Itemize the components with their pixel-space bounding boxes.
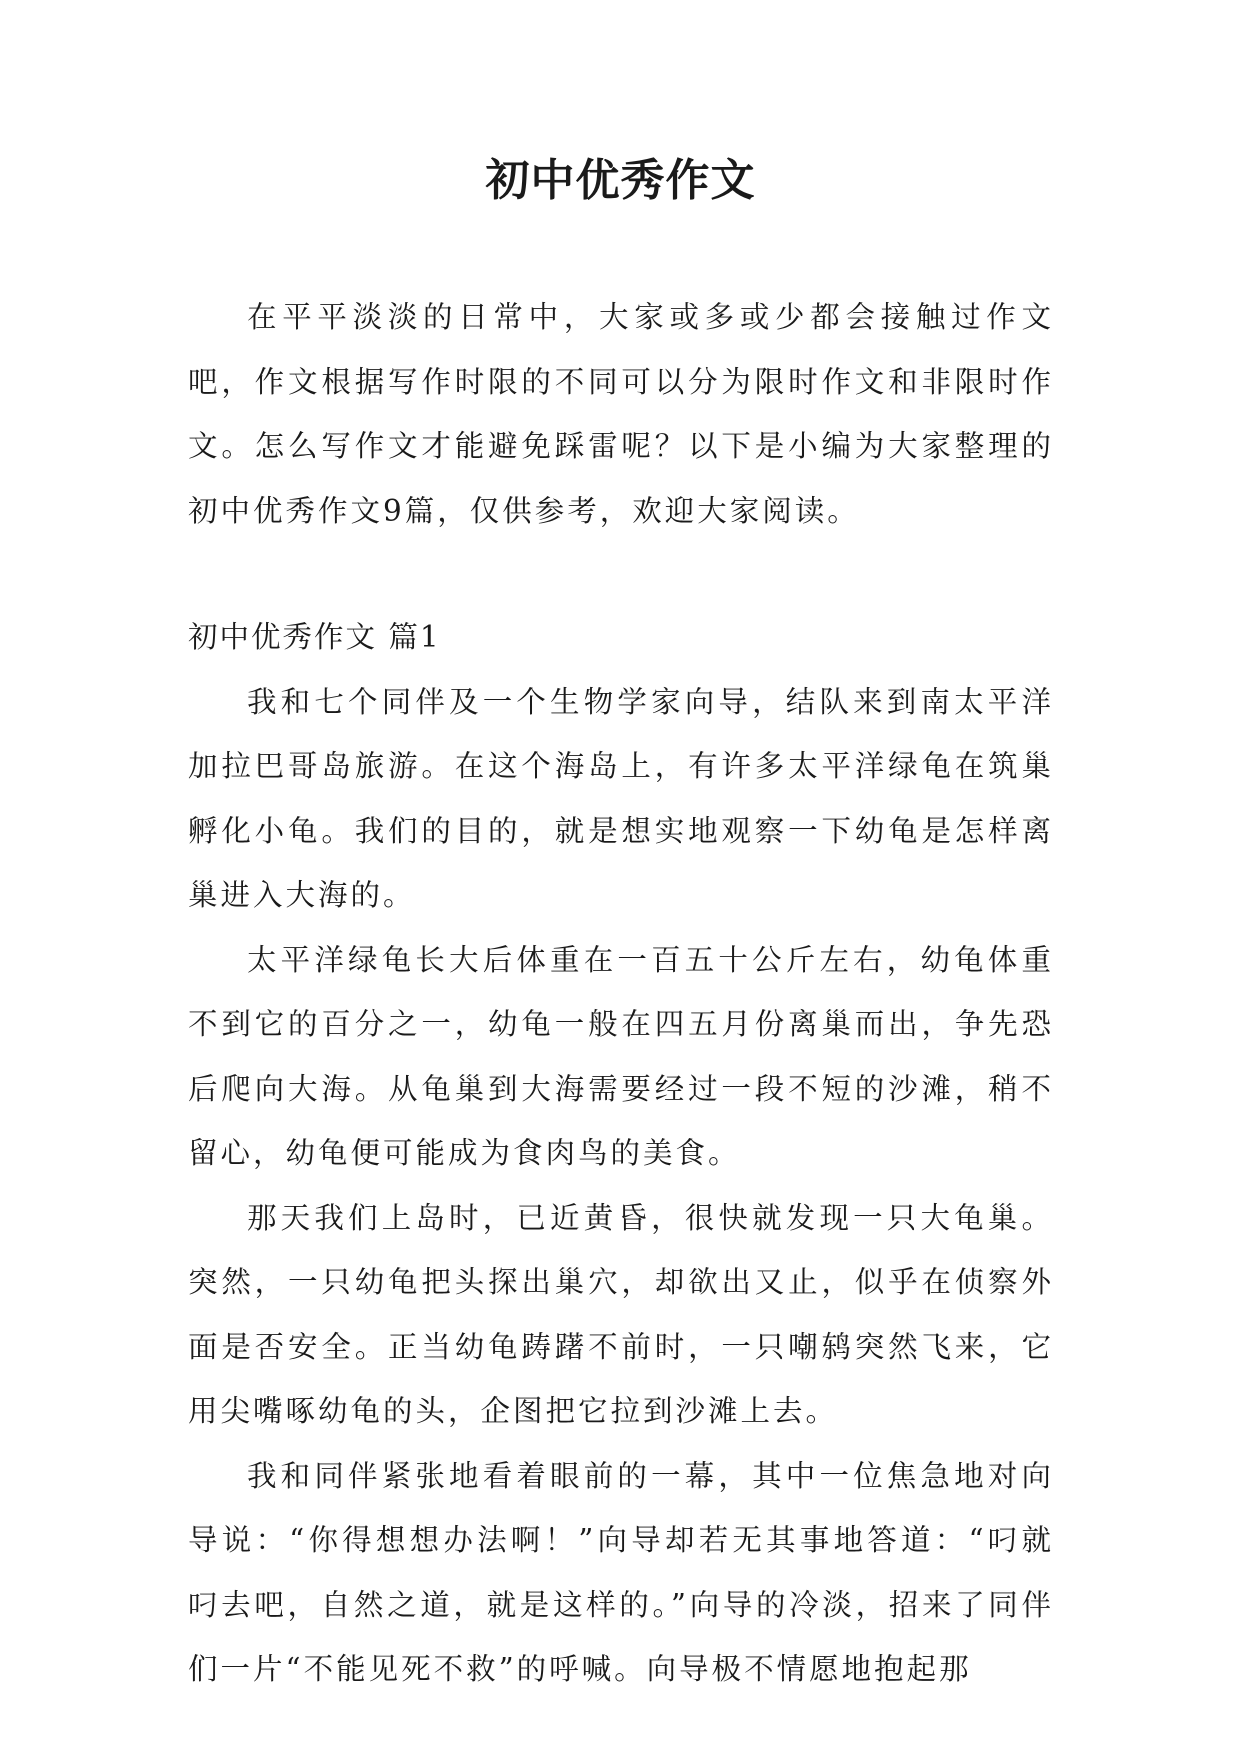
body-paragraph-3: 那天我们上岛时，已近黄昏，很快就发现一只大龟巢。突然，一只幼龟把头探出巢穴，却欲出又止，似乎在侦察外面是否安全。正当幼龟踌躇不前时，一只嘲鸫突然飞来，它用尖嘴啄幼龟的头，企图把它拉到沙滩上去。 <box>188 1200 1054 1428</box>
body-paragraph-2: 太平洋绿龟长大后体重在一百五十公斤左右，幼龟体重不到它的百分之一，幼龟一般在四五月份离巢而出，争先恐后爬向大海。从龟巢到大海需要经过一段不短的沙滩，稍不留心，幼龟便可能成为食肉鸟的美食。 <box>188 942 1054 1170</box>
section-heading: 初中优秀作文 篇1 <box>188 620 441 654</box>
document-title: 初中优秀作文 <box>485 155 756 206</box>
intro-paragraph: 在平平淡淡的日常中，大家或多或少都会接触过作文吧，作文根据写作时限的不同可以分为限时作文和非限时作文。怎么写作文才能避免踩雷呢？以下是小编为大家整理的初中优秀作文9篇，仅供参考，欢迎大家阅读。 <box>188 300 1054 528</box>
document-body <box>188 285 1054 1702</box>
body-paragraph-4: 我和同伴紧张地看着眼前的一幕，其中一位焦急地对向导说：“你得想想办法啊！”向导却若无其事地答道：“叼就叼去吧，自然之道，就是这样的。”向导的冷淡，招来了同伴们一片“不能见死不救”的呼喊。向导极不情愿地抱起那 <box>188 1458 1054 1686</box>
body-paragraph-1: 我和七个同伴及一个生物学家向导，结队来到南太平洋加拉巴哥岛旅游。在这个海岛上，有许多太平洋绿龟在筑巢孵化小龟。我们的目的，就是想实地观察一下幼龟是怎样离巢进入大海的。 <box>188 684 1054 912</box>
essay-section-1 <box>188 605 1054 1702</box>
